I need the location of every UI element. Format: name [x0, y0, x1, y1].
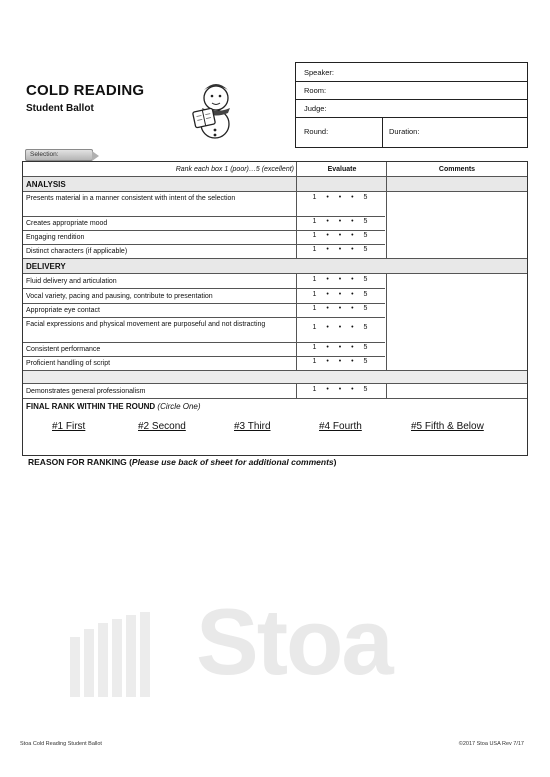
rank-option-fifth[interactable]: #5 Fifth & Below — [411, 421, 484, 432]
spacer-band — [23, 371, 527, 383]
final-rank-options — [22, 421, 526, 435]
duration-label: Duration: — [389, 127, 420, 136]
ballot-subtitle: Student Ballot — [26, 103, 94, 114]
snowman-reading-icon — [188, 80, 240, 140]
criterion-text: Proficient handling of script — [26, 360, 111, 367]
footer-left: Stoa Cold Reading Student Ballot — [20, 741, 102, 747]
evaluation-table — [22, 161, 528, 456]
footer-right: ©2017 Stoa USA Rev 7/17 — [458, 741, 524, 747]
score-scale[interactable]: 1 • • • 5 — [312, 194, 372, 201]
speaker-field[interactable] — [296, 63, 527, 82]
score-scale[interactable]: 1 • • • 5 — [312, 305, 372, 312]
criterion-text: Facial expressions and physical movement are purposeful and not distracting — [26, 321, 266, 328]
score-scale[interactable]: 1 • • • 5 — [312, 344, 372, 351]
table-header-row — [23, 162, 527, 176]
score-scale[interactable]: 1 • • • 5 — [312, 291, 372, 298]
criterion-text: Creates appropriate mood — [26, 220, 108, 227]
final-rank-hint: (Circle One) — [157, 402, 201, 411]
analysis-section-header — [23, 177, 527, 191]
delivery-label: DELIVERY — [26, 262, 66, 271]
ballot-title: COLD READING — [26, 82, 145, 99]
selection-tab: Selection: — [25, 149, 93, 161]
score-scale[interactable]: 1 • • • 5 — [312, 386, 372, 393]
score-scale[interactable]: 1 • • • 5 — [312, 324, 372, 331]
judge-info-box — [295, 62, 528, 148]
score-scale[interactable]: 1 • • • 5 — [312, 246, 372, 253]
reason-hint-close: ) — [333, 457, 337, 467]
divider — [296, 162, 297, 258]
score-scale[interactable]: 1 • • • 5 — [312, 218, 372, 225]
criterion-text: Consistent performance — [26, 346, 101, 353]
comments-header: Comments — [438, 166, 476, 173]
evaluate-header: Evaluate — [327, 166, 357, 173]
info-divider — [382, 117, 383, 147]
rank-option-first[interactable]: #1 First — [52, 421, 86, 432]
final-rank-label: FINAL RANK WITHIN THE ROUND — [26, 402, 156, 411]
round-duration-row[interactable] — [296, 117, 527, 147]
criterion-text: Presents material in a manner consistent with intent of the selection — [26, 195, 236, 202]
divider — [23, 398, 527, 399]
criterion-text: Vocal variety, pacing and pausing, contribute to presentation — [26, 293, 213, 300]
divider — [296, 273, 297, 370]
criterion-text: Appropriate eye contact — [26, 307, 100, 314]
analysis-label: ANALYSIS — [26, 180, 66, 189]
general-comments-box[interactable] — [387, 384, 527, 398]
divider — [296, 383, 297, 398]
judge-label: Judge: — [304, 104, 327, 113]
score-scale[interactable]: 1 • • • 5 — [312, 276, 372, 283]
criterion-text: Demonstrates general professionalism — [26, 388, 146, 395]
criterion-text: Distinct characters (if applicable) — [26, 248, 128, 255]
reason-for-ranking — [28, 457, 336, 467]
reason-label: REASON FOR RANKING — [28, 457, 127, 467]
reason-hint-open: ( — [129, 457, 132, 467]
stoa-watermark: Stoa — [196, 589, 392, 694]
reason-hint: Please use back of sheet for additional comments — [131, 457, 334, 467]
rank-option-second[interactable]: #2 Second — [138, 421, 186, 432]
criterion-text: Fluid delivery and articulation — [26, 278, 117, 285]
rank-instruction: Rank each box 1 (poor)…5 (excellent) — [175, 166, 294, 173]
score-scale[interactable]: 1 • • • 5 — [312, 232, 372, 239]
judge-field[interactable] — [296, 99, 527, 118]
analysis-comments-box[interactable] — [387, 192, 527, 258]
criterion-text: Engaging rendition — [26, 234, 85, 241]
round-label: Round: — [304, 127, 329, 136]
score-scale[interactable]: 1 • • • 5 — [312, 358, 372, 365]
stoa-logo-icon — [70, 612, 182, 697]
speaker-label: Speaker: — [304, 68, 335, 77]
final-rank-heading — [26, 402, 201, 411]
room-field[interactable] — [296, 81, 527, 100]
room-label: Room: — [304, 86, 327, 95]
rank-option-third[interactable]: #3 Third — [234, 421, 271, 432]
delivery-comments-box[interactable] — [387, 274, 527, 370]
delivery-section-header — [23, 259, 527, 273]
rank-option-fourth[interactable]: #4 Fourth — [319, 421, 362, 432]
